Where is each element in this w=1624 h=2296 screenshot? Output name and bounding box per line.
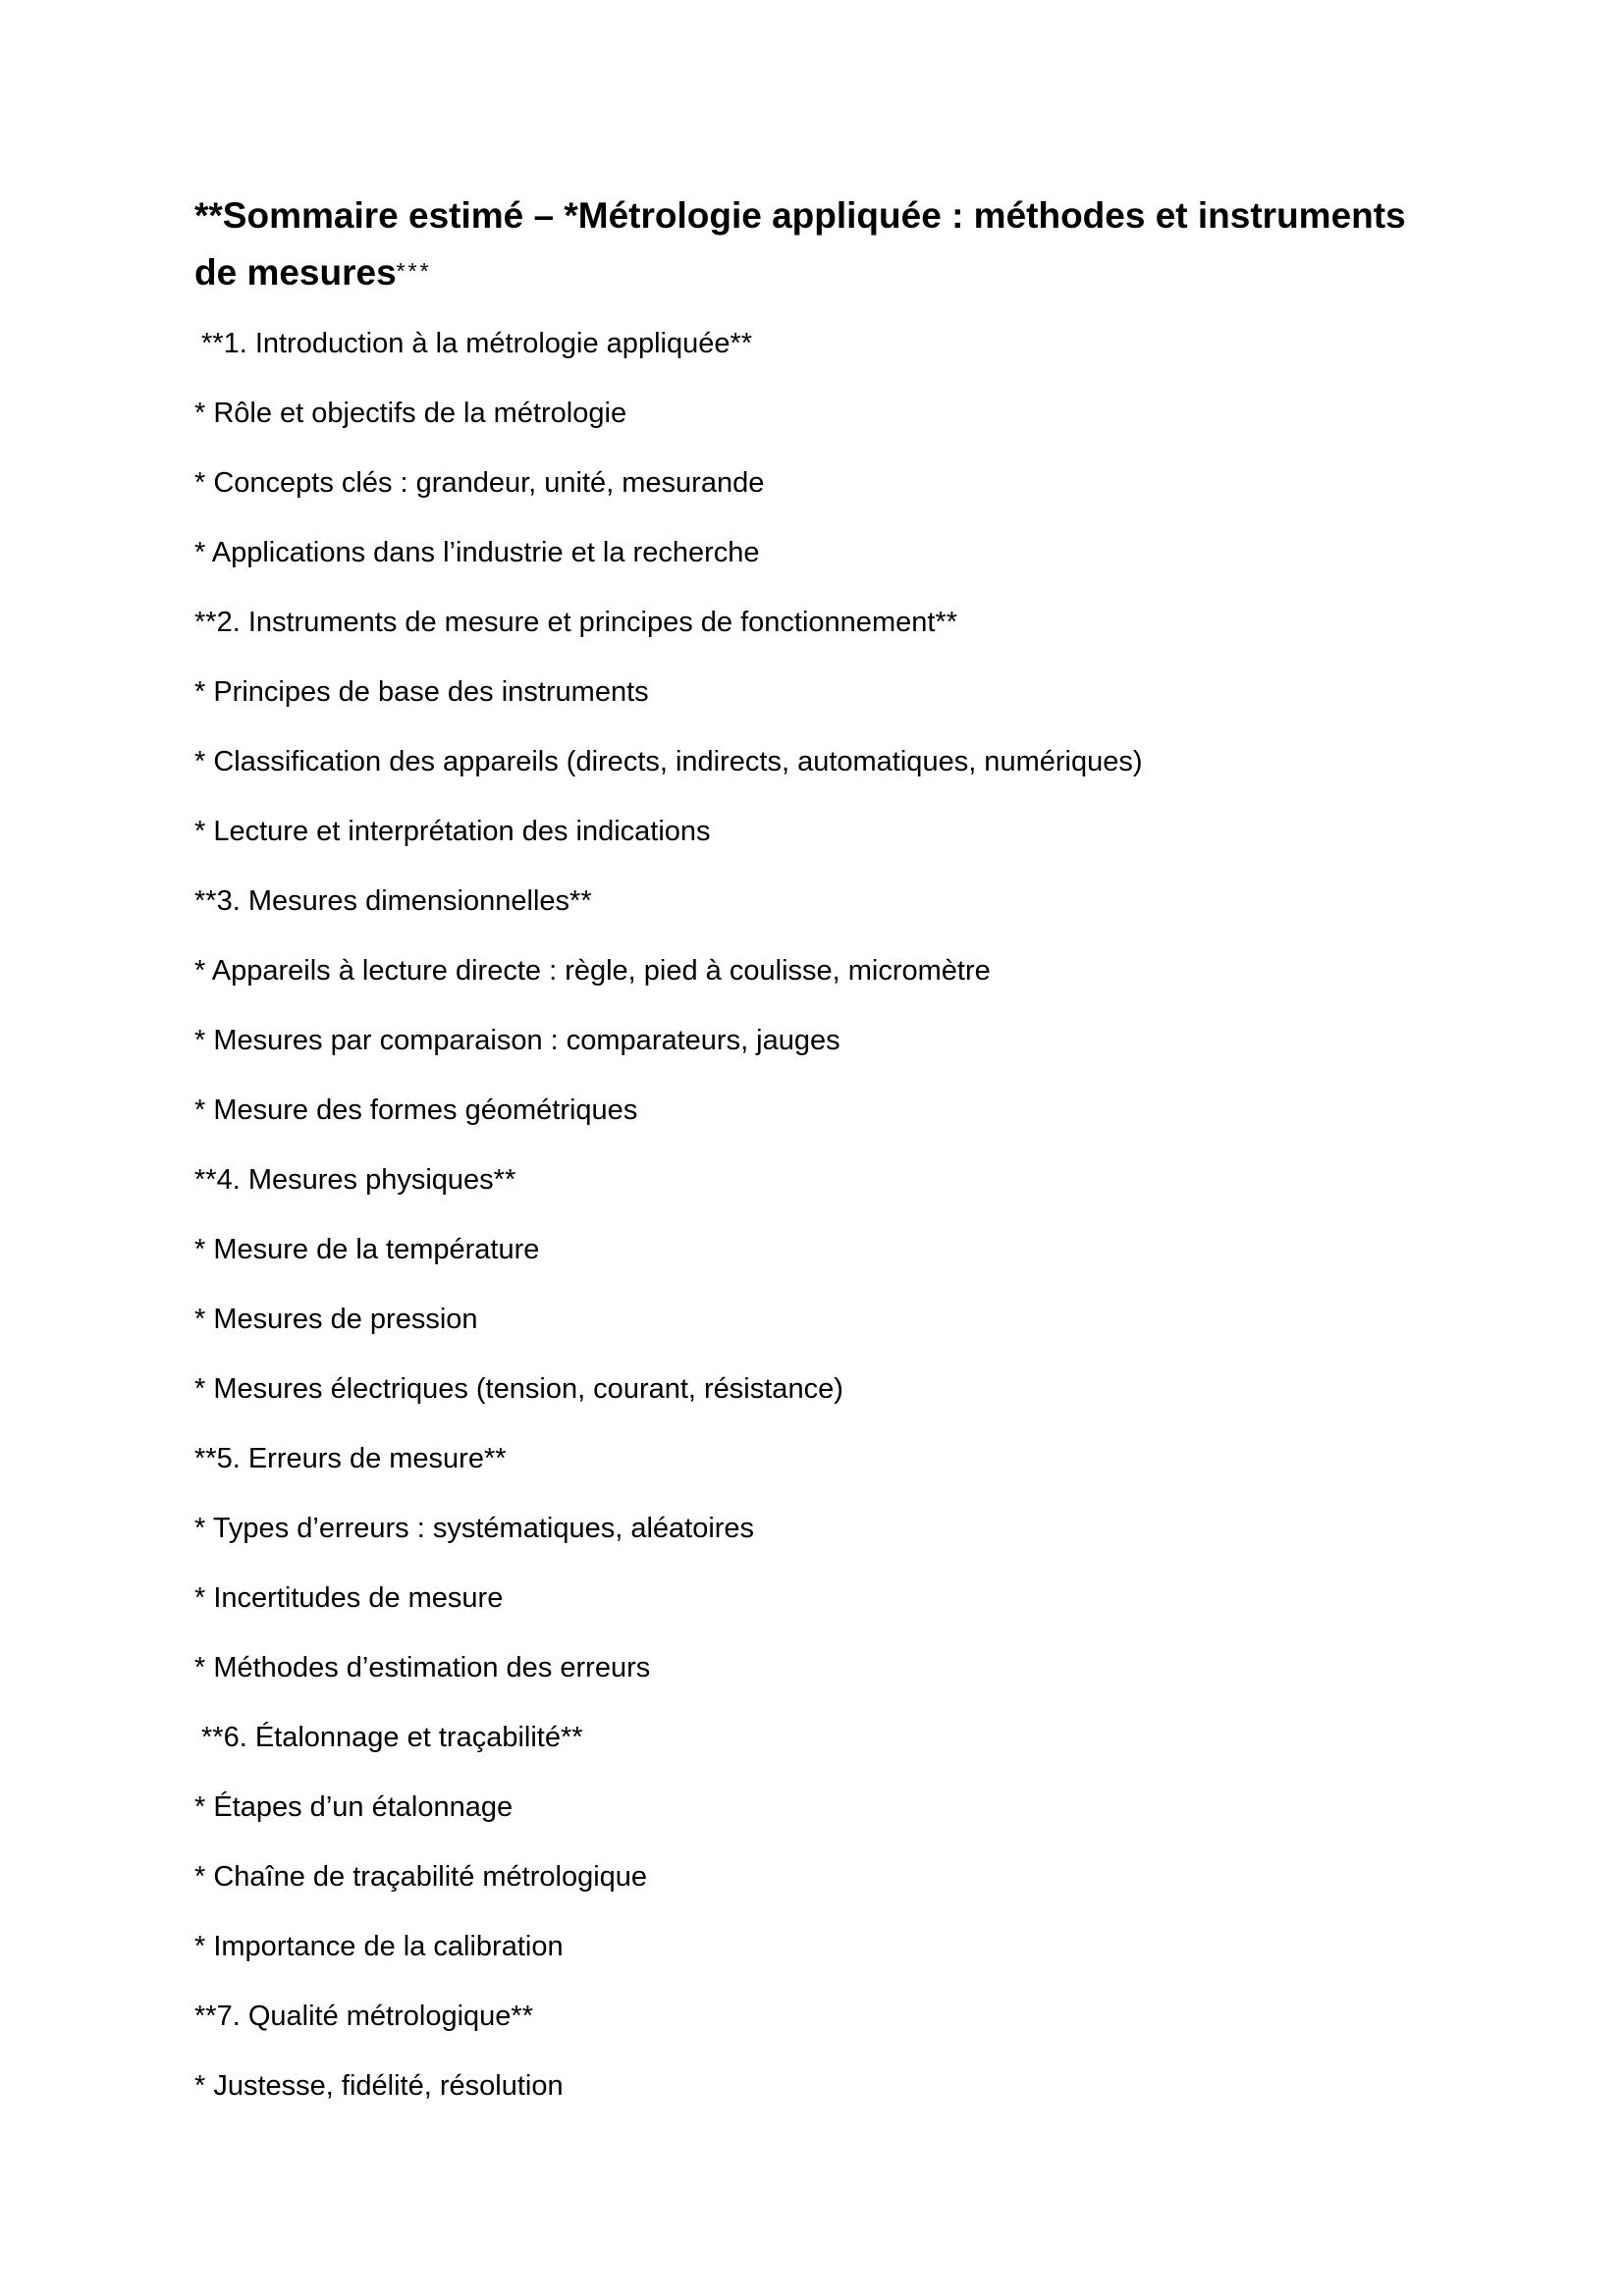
title-tail: ***: [396, 258, 432, 284]
toc-section-heading: **2. Instruments de mesure et principes de fonctionnement**: [194, 607, 957, 638]
toc-item: * Mesure des formes géométriques: [194, 1095, 638, 1126]
toc-item: * Concepts clés : grandeur, unité, mesurande: [194, 467, 765, 499]
toc-section-heading: **7. Qualité métrologique**: [194, 2001, 533, 2032]
toc-item: * Chaîne de traçabilité métrologique: [194, 1861, 648, 1893]
toc-section-heading: **3. Mesures dimensionnelles**: [194, 885, 592, 917]
toc-item: * Mesure de la température: [194, 1234, 540, 1265]
toc-item: * Mesures par comparaison : comparateurs, jauges: [194, 1025, 840, 1056]
toc-item: * Méthodes d’estimation des erreurs: [194, 1652, 651, 1683]
table-of-contents: [194, 324, 1432, 2136]
page-title: [194, 188, 1432, 300]
toc-section-heading: **5. Erreurs de mesure**: [194, 1443, 507, 1474]
toc-item: * Mesures de pression: [194, 1304, 478, 1335]
toc-item: * Appareils à lecture directe : règle, pied à coulisse, micromètre: [194, 955, 991, 987]
toc-item: * Importance de la calibration: [194, 1931, 564, 1962]
toc-section-heading: **4. Mesures physiques**: [194, 1164, 516, 1196]
toc-section-heading: **6. Étalonnage et traçabilité**: [201, 1722, 583, 1753]
toc-item: * Principes de base des instruments: [194, 676, 649, 708]
toc-item: * Lecture et interprétation des indications: [194, 816, 711, 847]
toc-item: * Incertitudes de mesure: [194, 1582, 504, 1614]
toc-item: * Types d’erreurs : systématiques, aléatoires: [194, 1513, 755, 1544]
toc-item: * Mesures électriques (tension, courant, résistance): [194, 1373, 843, 1405]
toc-item: * Étapes d’un étalonnage: [194, 1791, 514, 1823]
toc-item: * Justesse, fidélité, résolution: [194, 2070, 564, 2102]
title-main: **Sommaire estimé – *Métrologie appliquée : méthodes et instruments de mesures: [194, 195, 1406, 293]
toc-section-heading: **1. Introduction à la métrologie appliquée**: [201, 328, 753, 359]
toc-item: * Rôle et objectifs de la métrologie: [194, 398, 627, 429]
toc-item: * Classification des appareils (directs, indirects, automatiques, numériques): [194, 746, 1143, 777]
toc-item: * Applications dans l’industrie et la recherche: [194, 537, 760, 568]
